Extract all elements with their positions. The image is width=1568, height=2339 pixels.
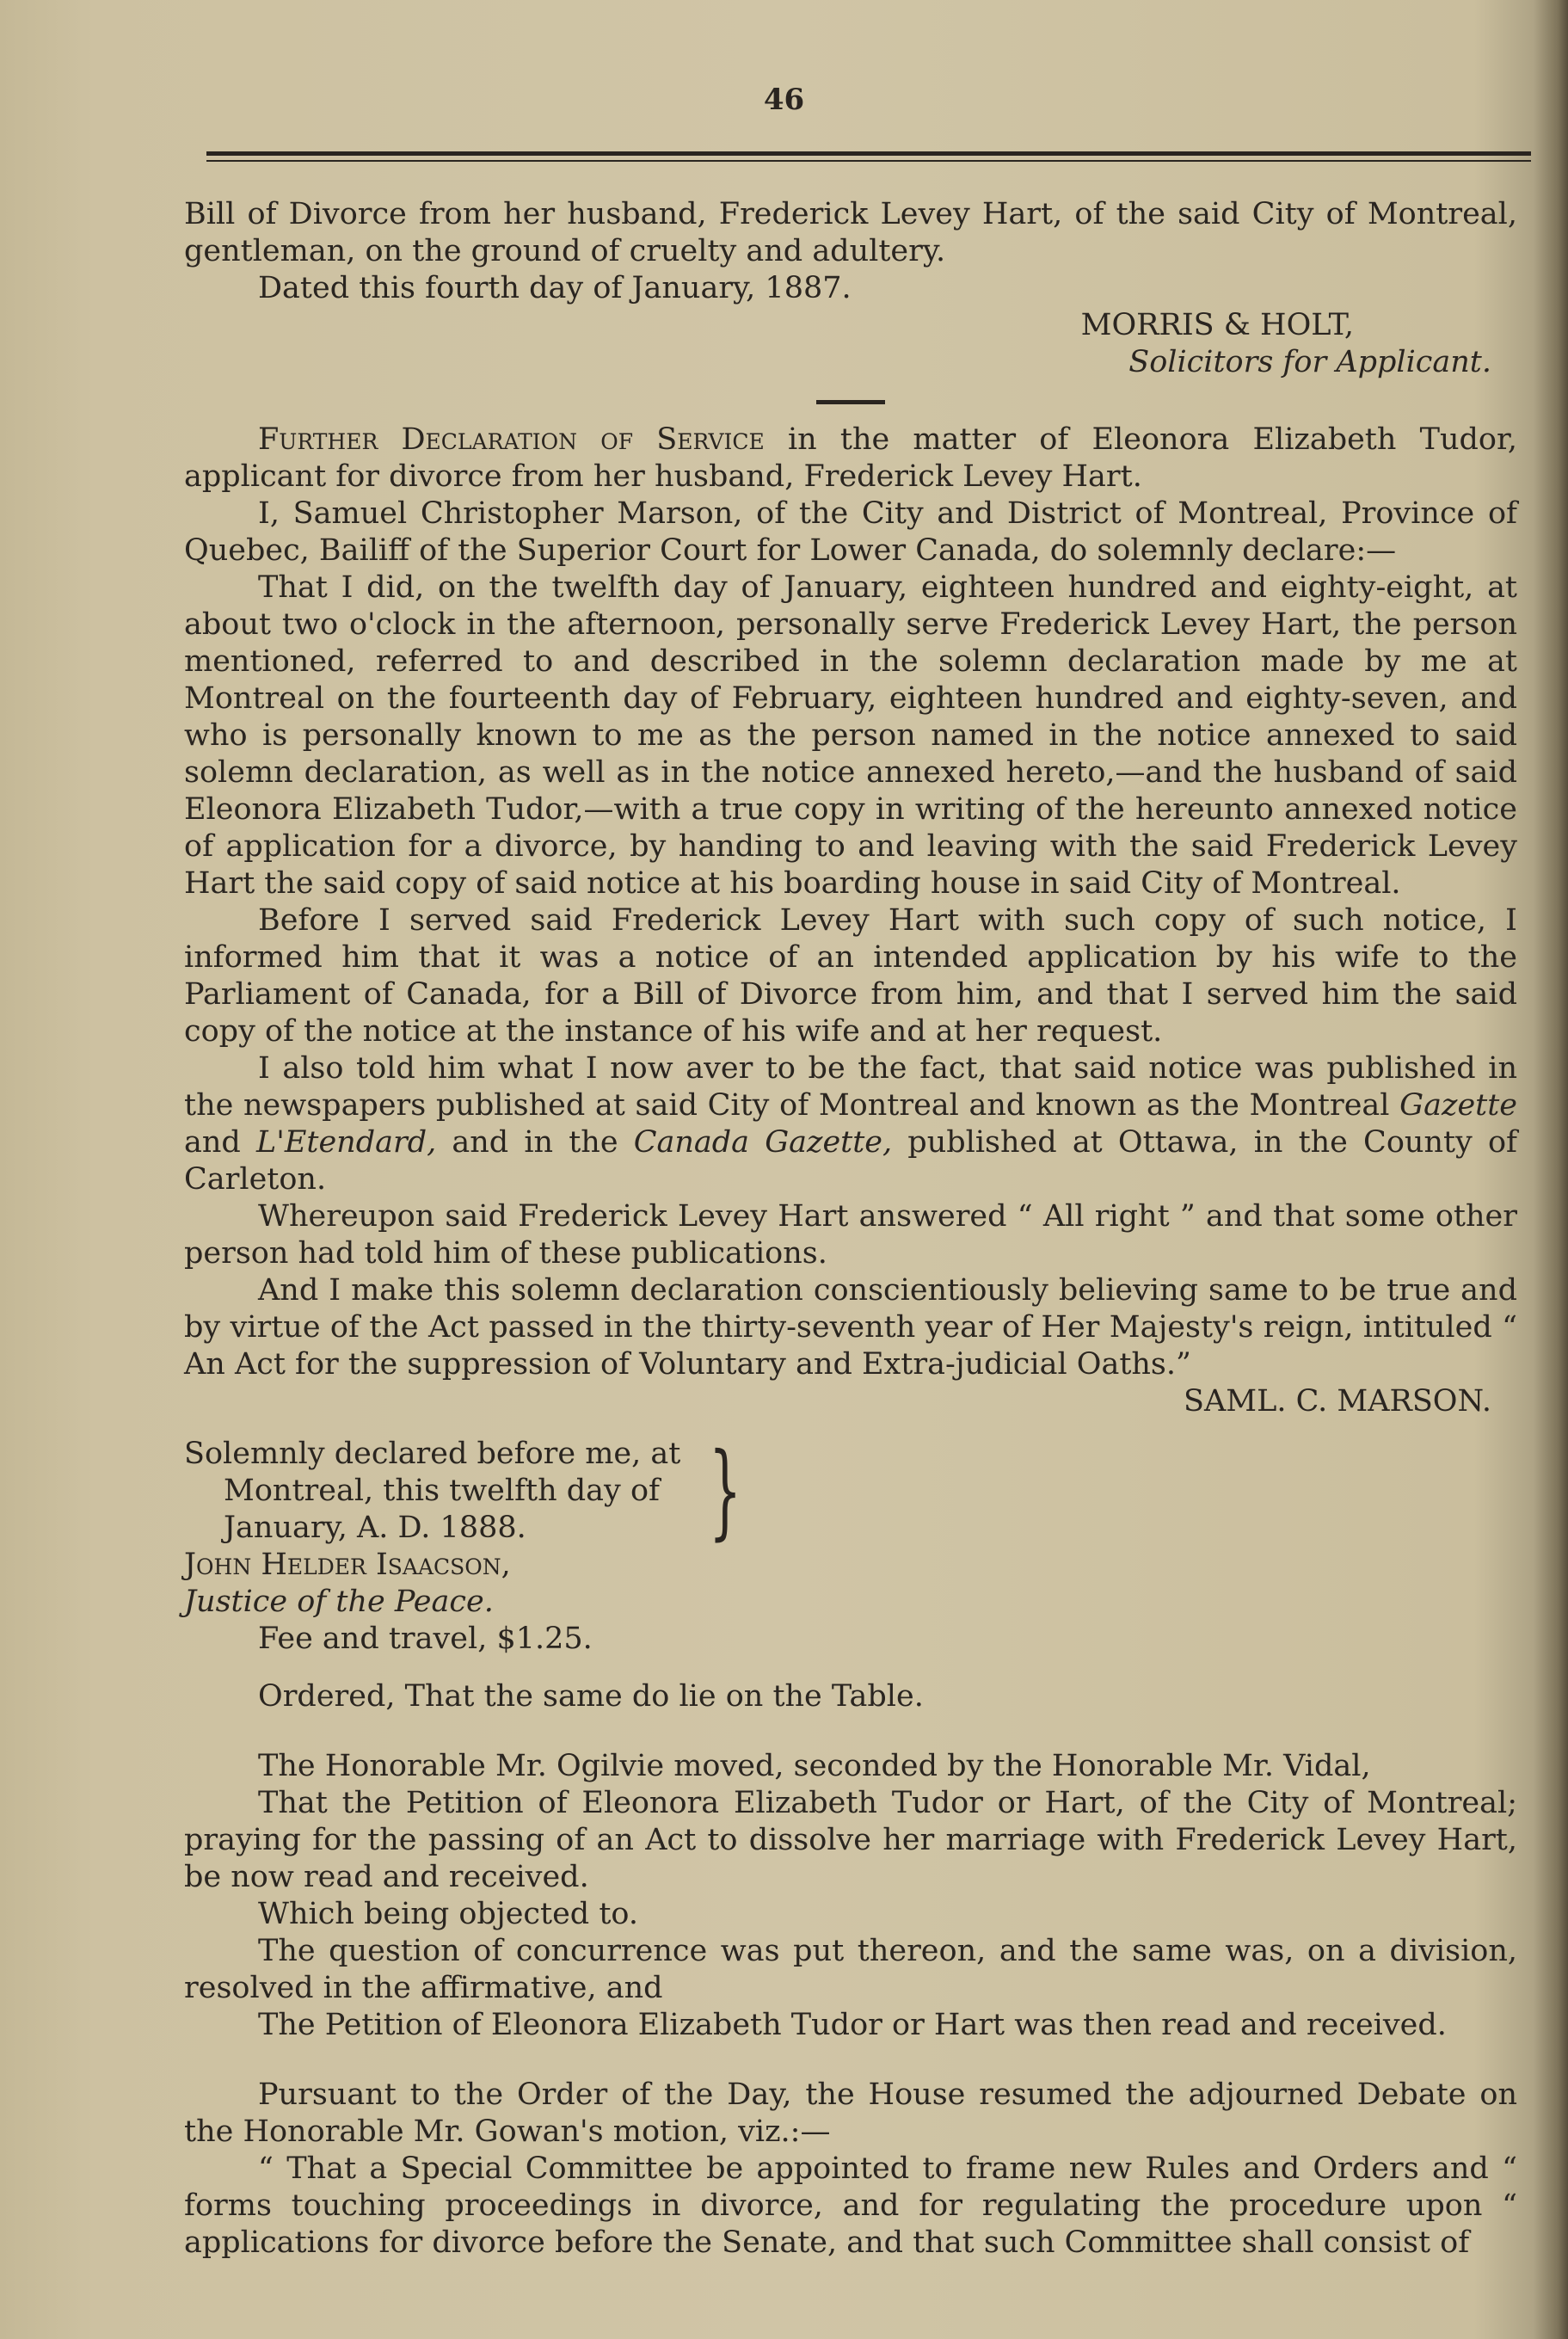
etendard-name: L'Etendard, <box>255 1125 437 1160</box>
gazette-name: Gazette <box>1399 1088 1517 1123</box>
special-committee-paragraph: “ That a Special Committee be appointed to frame new Rules and Orders and “ forms touching proceedings in divorce, and for regulating the procedure upon “ applications for divorce before the Senate, and that such Committee shall consist of <box>184 2151 1517 2260</box>
declarant-paragraph: I, Samuel Christopher Marson, of the City and District of Montreal, Province of Quebec, Bailiff of the Superior Court for Lower Canada, do solemnly declare:— <box>184 496 1517 568</box>
whereupon-paragraph: Whereupon said Frederick Levey Hart answered “ All right ” and that some other person had told him of these publications. <box>184 1199 1517 1271</box>
page-body <box>184 196 1517 2262</box>
signature: SAML. C. MARSON. <box>1183 1384 1491 1419</box>
petition-paragraph: That the Petition of Eleonora Elizabeth Tudor or Hart, of the City of Montreal; praying for the passing of an Act to dissolve her marriage with Frederick Levey Hart, be now read and received. <box>184 1786 1517 1894</box>
ordered-line: Ordered, That the same do lie on the Table. <box>258 1679 924 1714</box>
opening-paragraph: Bill of Divorce from her husband, Frederick Levey Hart, of the said City of Montreal, gentleman, on the ground of cruelty and adultery. <box>184 197 1517 268</box>
further-declaration-heading: Further Declaration of Service <box>258 422 765 457</box>
curly-brace: } <box>709 1431 742 1551</box>
further-declaration-paragraph <box>184 422 1517 495</box>
objected-line: Which being objected to. <box>258 1897 638 1931</box>
declared-line-1: Solemnly declared before me, at <box>184 1437 681 1471</box>
dated-line: Dated this fourth day of January, 1887. <box>258 271 852 305</box>
fee-line: Fee and travel, $1.25. <box>258 1622 593 1656</box>
publication-text-b: and <box>184 1125 256 1160</box>
solicitors-role: Solicitors for Applicant. <box>1128 345 1491 379</box>
publication-text-a: I also told him what I now aver to be the fact, that said notice was published in the newspapers published at said City of Montreal and known as the Montreal <box>184 1051 1517 1123</box>
solicitors-name: MORRIS & HOLT, <box>1080 308 1354 342</box>
ogilvie-motion: The Honorable Mr. Ogilvie moved, seconded by the Honorable Mr. Vidal, <box>258 1749 1371 1783</box>
justice-title: Justice of the Peace. <box>184 1585 494 1619</box>
before-served-paragraph: Before I served said Frederick Levey Hart with such copy of such notice, I informed him that it was a notice of an intended application by his wife to the Parliament of Canada, for a Bill of Divorce from him, and that I served him the said copy of the notice at the instance of his wife and at her request. <box>184 903 1517 1049</box>
further-declaration-text: in the matter of Eleonora Elizabeth Tudor, applicant for divorce from her husband, Frederick Levey Hart. <box>184 422 1517 494</box>
header-rule-thin <box>206 160 1531 162</box>
section-divider <box>816 400 885 404</box>
declared-lines <box>184 1436 700 1547</box>
pursuant-paragraph: Pursuant to the Order of the Day, the House resumed the adjourned Debate on the Honorable Mr. Gowan's motion, viz.:— <box>184 2077 1517 2149</box>
solemn-declaration-paragraph: And I make this solemn declaration conscientiously believing same to be true and by virtue of the Act passed in the thirty-seventh year of Her Majesty's reign, intituled “ An Act for the suppression of Voluntary and Extra-judicial Oaths.” <box>184 1273 1517 1382</box>
publication-text-d: published at Ottawa, in the County of Carleton. <box>184 1125 1517 1197</box>
publication-text-c: and in the <box>436 1125 634 1160</box>
canada-gazette-name: Canada Gazette, <box>633 1125 893 1160</box>
declared-line-2: Montreal, this twelfth day of <box>224 1474 660 1508</box>
question-paragraph: The question of concurrence was put thereon, and the same was, on a division, resolved in the affirmative, and <box>184 1934 1517 2005</box>
declared-before-block <box>184 1431 1517 1551</box>
declared-line-3: January, A. D. 1888. <box>224 1511 526 1545</box>
service-paragraph: That I did, on the twelfth day of January, eighteen hundred and eighty-eight, at about two o'clock in the afternoon, personally serve Frederick Levey Hart, the person mentioned, referred to and described in the solemn declaration made by me at Montreal on the fourteenth day of February, eighteen hundred and eighty-seven, and who is personally known to me as the person named in the notice annexed to said solemn declaration, as well as in the notice annexed hereto,—and the husband of said Eleonora Elizabeth Tudor,—with a true copy in writing of the hereunto annexed notice of application for a divorce, by handing to and leaving with the said Frederick Levey Hart the said copy of said notice at his boarding house in said City of Montreal. <box>184 570 1517 901</box>
header-rule-thick <box>206 151 1531 156</box>
received-line: The Petition of Eleonora Elizabeth Tudor or Hart was then read and received. <box>258 2008 1447 2042</box>
page-number: 46 <box>763 83 805 117</box>
page-edge-shadow <box>1534 0 1568 2339</box>
publication-paragraph <box>184 1050 1517 1198</box>
justice-name: John Helder Isaacson, <box>184 1548 511 1582</box>
